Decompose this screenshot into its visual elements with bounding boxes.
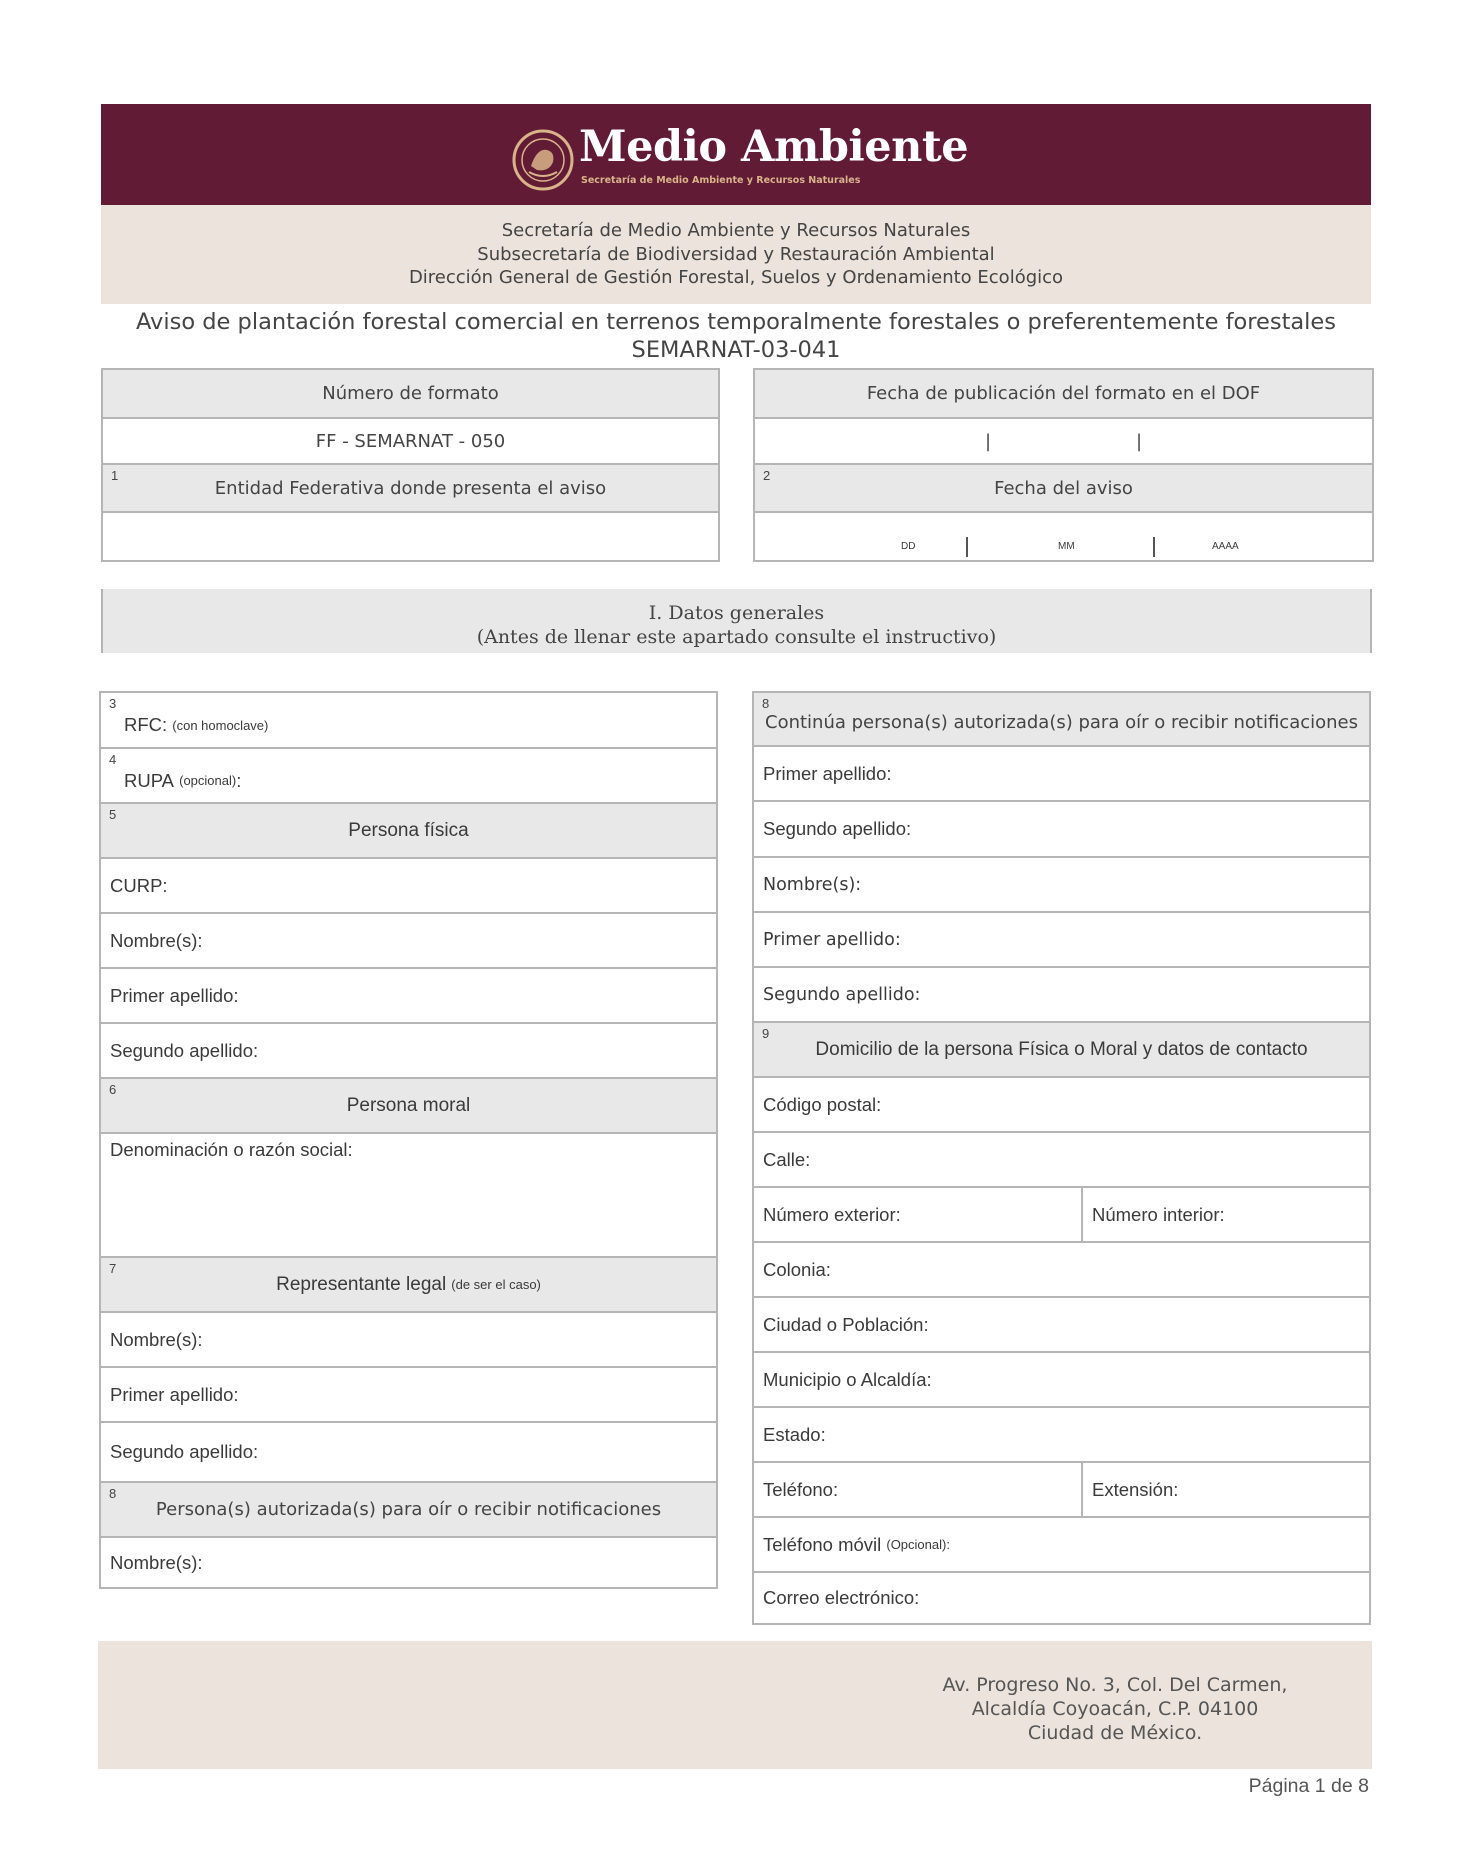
page-number: Página 1 de 8 [1248, 1775, 1369, 1797]
document-title [101, 308, 1371, 364]
section-title: I. Datos generales [648, 602, 825, 624]
numero-formato-header: Número de formato [103, 370, 718, 417]
brand-subtitle: Secretaría de Medio Ambiente y Recursos Naturales [581, 175, 861, 186]
entidad-input[interactable] [103, 511, 718, 560]
date-separator: | [1136, 431, 1143, 452]
persona-moral-header: 6 Persona moral [101, 1077, 716, 1132]
mm-label: MM [1058, 541, 1075, 552]
estado-field[interactable]: Estado: [754, 1406, 1369, 1461]
fecha-aviso-header: 2 Fecha del aviso [755, 463, 1372, 511]
pf-primer-apellido-field[interactable]: Primer apellido: [101, 967, 716, 1022]
auth-nombres-field[interactable]: Nombre(s): [101, 1536, 716, 1587]
rfc-field[interactable]: 3 RFC: (con homoclave) [109, 696, 269, 735]
section-datos-generales [101, 589, 1372, 653]
date-divider [966, 537, 968, 557]
rep-nombres-field[interactable]: Nombre(s): [101, 1311, 716, 1366]
agency-line-3: Dirección General de Gestión Forestal, Suelos y Ordenamiento Ecológico [408, 267, 1064, 288]
autorizadas-header: 8 Persona(s) autorizada(s) para oír o recibir notificaciones [101, 1481, 716, 1536]
numero-interior-field[interactable]: Número interior: [1092, 1203, 1225, 1225]
telefono-row [754, 1461, 1369, 1516]
extension-field[interactable]: Extensión: [1092, 1478, 1179, 1500]
title-line-1: Aviso de plantación forestal comercial en terrenos temporalmente forestales o preferentemente forestales [135, 309, 1336, 335]
left-column-form [99, 691, 718, 1589]
date-separator: | [985, 431, 992, 452]
curp-field[interactable]: CURP: [101, 857, 716, 912]
cont2-segundo-apellido-field[interactable]: Segundo apellido: [754, 966, 1369, 1021]
denominacion-field[interactable]: Denominación o razón social: [101, 1132, 716, 1256]
correo-field[interactable]: Correo electrónico: [754, 1571, 1369, 1623]
seal-logo [507, 128, 579, 192]
entidad-header: 1 Entidad Federativa donde presenta el aviso [103, 463, 718, 511]
agency-line-1: Secretaría de Medio Ambiente y Recursos Naturales [501, 220, 971, 241]
format-box-right [753, 368, 1374, 562]
cont2-primer-apellido-field[interactable]: Primer apellido: [754, 911, 1369, 966]
dd-label: DD [901, 541, 916, 552]
pf-nombres-field[interactable]: Nombre(s): [101, 912, 716, 967]
cont-segundo-apellido-field[interactable]: Segundo apellido: [754, 800, 1369, 856]
representante-legal-header: 7 Representante legal (de ser el caso) [101, 1256, 716, 1311]
date-divider [1153, 537, 1155, 557]
colonia-field[interactable]: Colonia: [754, 1241, 1369, 1296]
numero-row [754, 1186, 1369, 1241]
pf-segundo-apellido-field[interactable]: Segundo apellido: [101, 1022, 716, 1077]
footer-address: Av. Progreso No. 3, Col. Del Carmen, Alcaldía Coyoacán, C.P. 04100 Ciudad de México. [942, 1674, 1288, 1744]
domicilio-header: 9 Domicilio de la persona Física o Moral y datos de contacto [754, 1021, 1369, 1076]
title-line-2: SEMARNAT-03-041 [631, 337, 841, 363]
rep-segundo-apellido-field[interactable]: Segundo apellido: [101, 1421, 716, 1481]
codigo-postal-field[interactable]: Código postal: [754, 1076, 1369, 1131]
persona-fisica-header: 5 Persona física [101, 802, 716, 857]
right-column-form [752, 691, 1371, 1625]
cont-nombres-field[interactable]: Nombre(s): [754, 856, 1369, 911]
field-number: 1 [111, 468, 119, 483]
rep-primer-apellido-field[interactable]: Primer apellido: [101, 1366, 716, 1421]
aaaa-label: AAAA [1212, 541, 1239, 552]
agency-line-2: Subsecretaría de Biodiversidad y Restauración Ambiental [477, 243, 995, 265]
fecha-publicacion-value[interactable] [755, 417, 1372, 463]
calle-field[interactable]: Calle: [754, 1131, 1369, 1186]
format-box-left [101, 368, 720, 562]
cont-primer-apellido-field[interactable]: Primer apellido: [754, 745, 1369, 800]
fecha-aviso-input[interactable] [755, 511, 1372, 560]
numero-formato-value: FF - SEMARNAT - 050 [103, 417, 718, 463]
ciudad-field[interactable]: Ciudad o Población: [754, 1296, 1369, 1351]
rupa-field[interactable]: 4 RUPA (opcional) : [101, 747, 716, 802]
section-subtitle: (Antes de llenar este apartado consulte el instructivo) [476, 626, 997, 648]
agency-block [101, 205, 1371, 304]
telefono-field[interactable]: Teléfono: [754, 1463, 1083, 1516]
field-number: 2 [763, 468, 771, 483]
fecha-publicacion-header: Fecha de publicación del formato en el DOF [755, 370, 1372, 417]
municipio-field[interactable]: Municipio o Alcaldía: [754, 1351, 1369, 1406]
telefono-movil-field[interactable]: Teléfono móvil (Opcional): [754, 1516, 1369, 1571]
numero-exterior-field[interactable]: Número exterior: [754, 1188, 1083, 1241]
brand-title: Medio Ambiente [579, 122, 969, 172]
continua-autorizadas-header: 8 Continúa persona(s) autorizada(s) para oír o recibir notificaciones [754, 693, 1369, 745]
